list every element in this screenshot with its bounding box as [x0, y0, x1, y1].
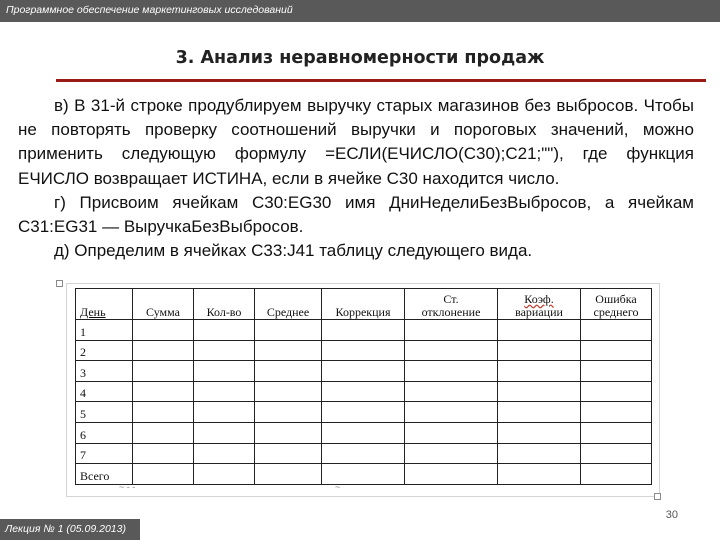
- empty-cell: [405, 381, 498, 402]
- empty-cell: [133, 402, 194, 423]
- table-row: [76, 422, 652, 443]
- empty-cell: [255, 320, 322, 341]
- empty-cell: [405, 402, 498, 423]
- table-row: [76, 361, 652, 382]
- empty-cell: [255, 381, 322, 402]
- empty-cell: [133, 361, 194, 382]
- row-label-cell: 7: [76, 443, 133, 464]
- empty-cell: [194, 320, 255, 341]
- empty-cell: [581, 381, 652, 402]
- empty-cell: [498, 443, 581, 464]
- empty-cell: [133, 320, 194, 341]
- cropped-fragment-mid: ~: [335, 482, 341, 492]
- empty-cell: [133, 443, 194, 464]
- empty-cell: [194, 422, 255, 443]
- table-row: [76, 340, 652, 361]
- empty-cell: [581, 464, 652, 485]
- row-label-cell: 3: [76, 361, 133, 382]
- empty-cell: [322, 464, 405, 485]
- empty-cell: [581, 320, 652, 341]
- empty-cell: [498, 464, 581, 485]
- table-header-row: [76, 289, 652, 320]
- empty-cell: [581, 361, 652, 382]
- empty-cell: [194, 340, 255, 361]
- table-row: [76, 381, 652, 402]
- empty-cell: [322, 402, 405, 423]
- body-text: [18, 94, 694, 263]
- paragraph-v: в) В 31-й строке продублируем выручку старых магазинов без выбросов. Чтобы не повторять проверку соотношений выручки и пороговых значений, можно применить следующую формулу =ЕСЛИ(ЕЧИСЛО(С30);С21;""), где функция ЕЧИСЛО возвращает ИСТИНА, если в ячейке С30 находится число.: [18, 96, 694, 188]
- empty-cell: [255, 443, 322, 464]
- empty-cell: [133, 340, 194, 361]
- empty-cell: [194, 381, 255, 402]
- paragraph-d: д) Определим в ячейках С33:J41 таблицу следующего вида.: [54, 241, 533, 261]
- header-cell-mean: Среднее: [255, 289, 322, 320]
- empty-cell: [405, 340, 498, 361]
- resize-handle-top-left: [56, 280, 63, 287]
- empty-cell: [405, 320, 498, 341]
- header-cell-std: Ст. отклонение: [405, 289, 498, 320]
- empty-cell: [322, 422, 405, 443]
- empty-cell: [322, 340, 405, 361]
- empty-cell: [405, 464, 498, 485]
- header-cell-coef: Коэф. вариации: [498, 289, 581, 320]
- table-body: [76, 320, 652, 485]
- cropped-fragment-left: ~ - -: [119, 482, 136, 492]
- empty-cell: [581, 443, 652, 464]
- empty-cell: [322, 361, 405, 382]
- empty-cell: [194, 361, 255, 382]
- row-label-cell: 5: [76, 402, 133, 423]
- empty-cell: [498, 340, 581, 361]
- empty-cell: [498, 381, 581, 402]
- empty-cell: [133, 381, 194, 402]
- empty-cell: [194, 443, 255, 464]
- footer-text: Лекция № 1 (05.09.2013): [5, 523, 126, 535]
- summary-table: [75, 288, 652, 485]
- table-row: [76, 320, 652, 341]
- paragraph-g: г) Присвоим ячейкам С30:EG30 имя ДниНеделиБезВыбросов, а ячейкам С31:EG31 — ВыручкаБезВыбросов.: [18, 192, 694, 237]
- empty-cell: [255, 402, 322, 423]
- empty-cell: [498, 320, 581, 341]
- empty-cell: [322, 320, 405, 341]
- row-label-cell: 4: [76, 381, 133, 402]
- title-rule: [56, 79, 706, 82]
- empty-cell: [255, 361, 322, 382]
- empty-cell: [581, 422, 652, 443]
- row-label-cell: Всего: [76, 464, 133, 485]
- header-cell-sum: Сумма: [133, 289, 194, 320]
- empty-cell: [194, 464, 255, 485]
- empty-cell: [498, 361, 581, 382]
- resize-handle-bottom-right: [654, 493, 661, 500]
- embedded-table-image: [66, 283, 660, 497]
- table-row: [76, 464, 652, 485]
- table-row: [76, 443, 652, 464]
- empty-cell: [581, 402, 652, 423]
- header-bar: [0, 0, 720, 22]
- empty-cell: [322, 381, 405, 402]
- footer-bar: [0, 519, 140, 540]
- row-label-cell: 6: [76, 422, 133, 443]
- empty-cell: [255, 464, 322, 485]
- empty-cell: [405, 443, 498, 464]
- header-cell-correction: Коррекция: [322, 289, 405, 320]
- row-label-cell: 1: [76, 320, 133, 341]
- empty-cell: [255, 340, 322, 361]
- empty-cell: [498, 422, 581, 443]
- empty-cell: [194, 402, 255, 423]
- empty-cell: [498, 402, 581, 423]
- table-row: [76, 402, 652, 423]
- empty-cell: [405, 361, 498, 382]
- header-cell-count: Кол-во: [194, 289, 255, 320]
- header-text: Программное обеспечение маркетинговых исследований: [6, 4, 293, 16]
- header-cell-day: День: [76, 289, 133, 320]
- header-cell-error: Ошибка среднего: [581, 289, 652, 320]
- empty-cell: [405, 422, 498, 443]
- slide-title: 3. Анализ неравномерности продаж: [175, 48, 545, 68]
- row-label-cell: 2: [76, 340, 133, 361]
- empty-cell: [133, 464, 194, 485]
- empty-cell: [322, 443, 405, 464]
- page-number: 30: [665, 509, 678, 521]
- empty-cell: [255, 422, 322, 443]
- empty-cell: [581, 340, 652, 361]
- empty-cell: [133, 422, 194, 443]
